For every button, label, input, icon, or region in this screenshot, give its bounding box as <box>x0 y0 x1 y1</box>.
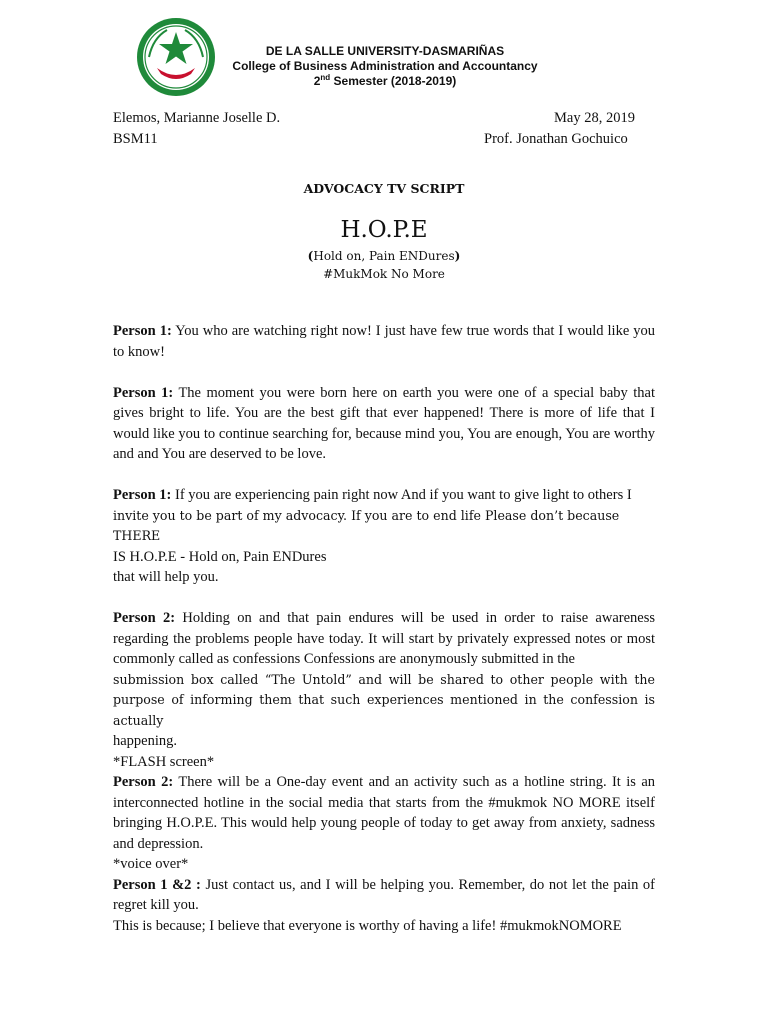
dialogue-text: Just contact us, and I will be helping you. Remember, do not let the pain of regret kill you. <box>113 876 656 913</box>
expansion-close-paren: ) <box>454 249 461 263</box>
closing-line: This is because; I believe that everyone is worthy of having a life! #mukmokNOMORE <box>113 917 622 934</box>
script-paragraph <box>113 772 655 854</box>
dialogue-text: If you are experiencing pain right now And if you want to give light to others I <box>171 487 632 503</box>
speaker-label: Person 1: <box>113 323 172 339</box>
college-name: College of Business Administration and Accountancy <box>232 59 538 73</box>
university-seal-logo <box>135 16 217 98</box>
student-info <box>113 108 280 149</box>
hope-expansion <box>0 249 768 263</box>
dialogue-text: You who are watching right now! I just have few true words that I would like you to know! <box>113 323 656 360</box>
professor-name: Prof. Jonathan Gochuico <box>484 130 628 147</box>
semester-suffix: nd <box>320 73 331 82</box>
university-name: DE LA SALLE UNIVERSITY-DASMARIÑAS <box>265 44 505 58</box>
stage-direction: *FLASH screen* <box>113 753 215 770</box>
speaker-label: Person 2: <box>113 774 174 790</box>
expansion-open-paren: ( <box>307 249 314 263</box>
dialogue-line: submission box called “The Untold” and will be shared to other people with the purpose of informing them that such experiences mentioned in the confession is actually <box>113 671 655 728</box>
dialogue-line: invite you to be part of my advocacy. If you are to end life Please don’t because THERE <box>113 507 620 543</box>
hope-title: H.O.P.E <box>340 217 428 243</box>
dialogue-line: IS H.O.P.E - Hold on, Pain ENDures <box>113 548 327 565</box>
script-paragraph <box>113 875 655 916</box>
campaign-hashtag: #MukMok No More <box>323 267 445 281</box>
speaker-label: Person 1 &2 : <box>113 876 201 893</box>
submission-info <box>484 108 635 149</box>
script-paragraph <box>113 321 655 362</box>
script-paragraph <box>113 608 655 670</box>
expansion-text: Hold on, Pain ENDures <box>313 249 455 263</box>
dialogue-line: happening. <box>113 733 178 749</box>
stage-direction: *voice over* <box>113 856 189 872</box>
script-paragraph <box>113 383 655 465</box>
university-header <box>215 44 555 89</box>
script-type-heading: ADVOCACY TV SCRIPT <box>303 181 465 196</box>
speaker-label: Person 2: <box>113 610 176 626</box>
speaker-label: Person 1: <box>113 384 174 401</box>
script-paragraph <box>113 485 655 506</box>
script-body <box>113 321 655 936</box>
speaker-label: Person 1: <box>113 487 172 503</box>
student-section: BSM11 <box>113 130 158 147</box>
dialogue-text: There will be a One-day event and an activity such as a hotline string. It is an interconnected hotline in the social media that starts from the #mukmok NO MORE itself bringing H.O.P.E. This would help young people of today to get away from anxiety, sadness and depression. <box>113 774 656 852</box>
dialogue-text: Holding on and that pain endures will be used in order to raise awareness regarding the problems people have today. It will start by privately expressed notes or most commonly called as confessions Confessions are anonymously submitted in the <box>113 610 656 667</box>
dialogue-line: that will help you. <box>113 569 219 585</box>
submission-date: May 28, 2019 <box>554 110 635 126</box>
dialogue-text: The moment you were born here on earth you were one of a special baby that gives bright to life. You are the best gift that ever happened! There is more of life that I would like you to continue searching for, because mind you, You are enough, You are worthy and and You are deserved to be love. <box>113 384 655 462</box>
student-name: Elemos, Marianne Joselle D. <box>113 110 281 126</box>
semester-text: Semester (2018-2019) <box>330 74 457 88</box>
semester-number: 2 <box>313 74 321 88</box>
semester-line <box>215 74 555 89</box>
